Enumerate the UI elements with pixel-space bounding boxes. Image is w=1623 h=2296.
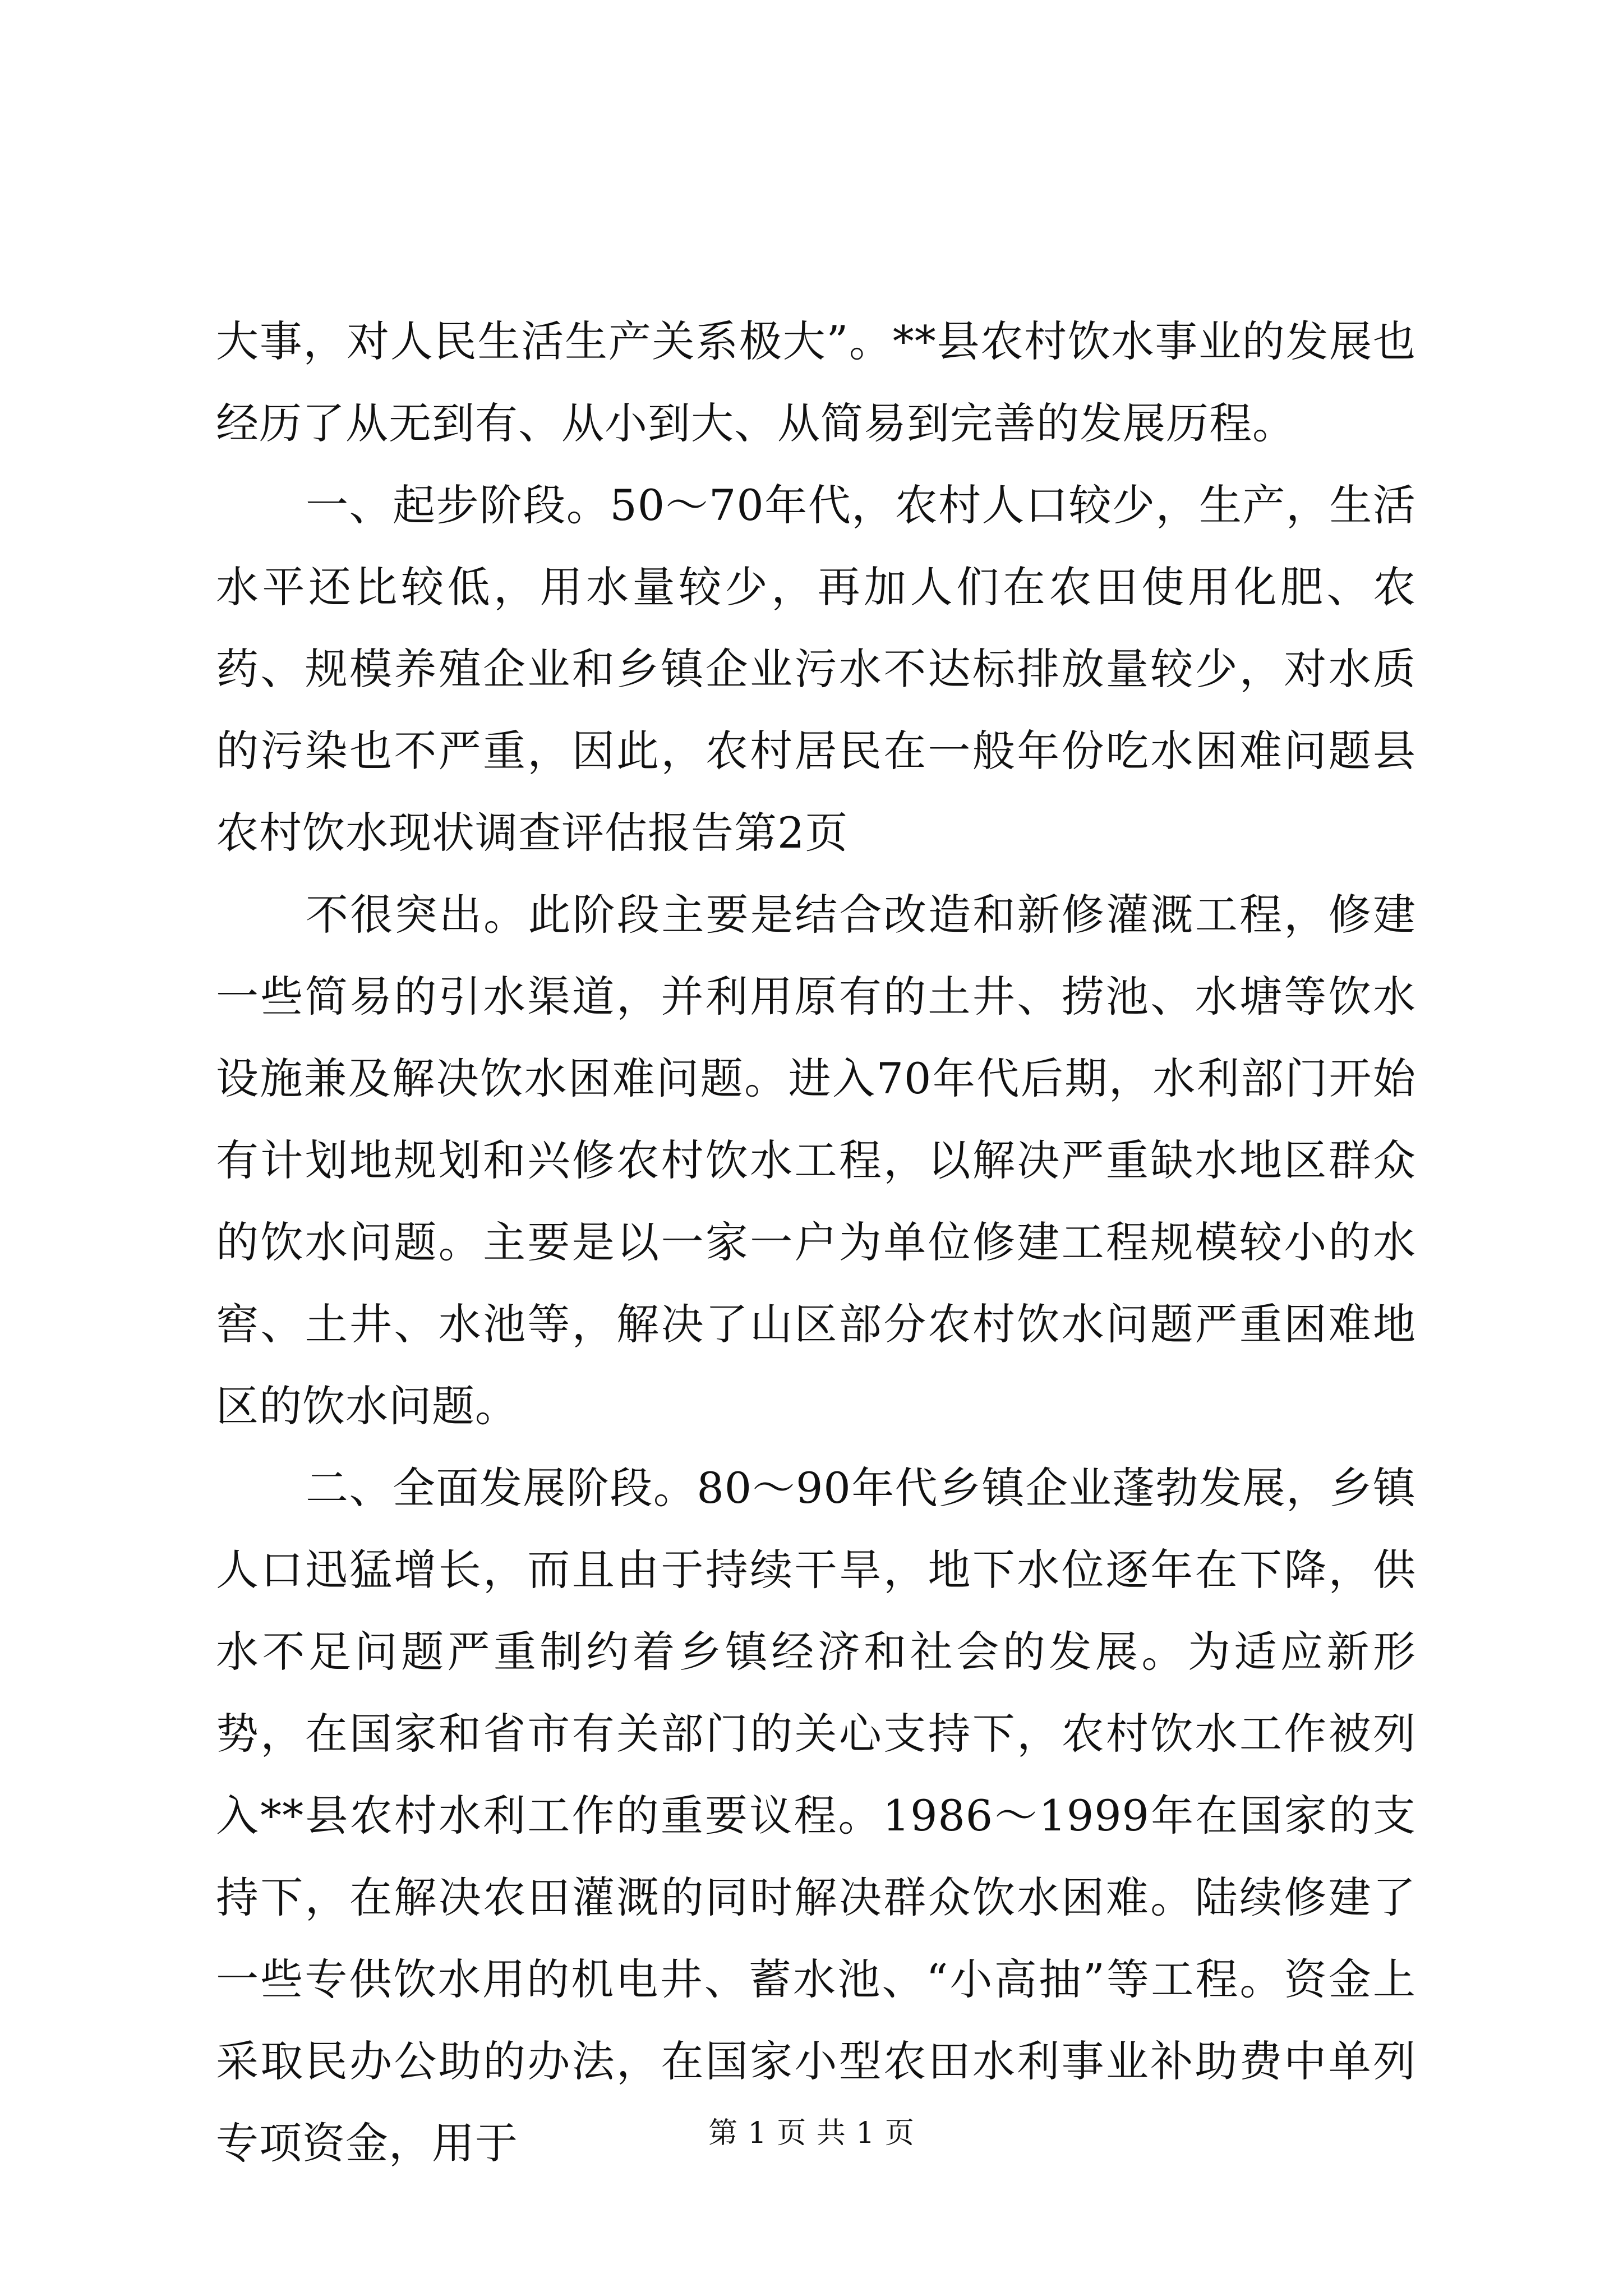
page-number-label: 第 1 页 共 1 页 bbox=[708, 2116, 915, 2150]
paragraph-4: 二、全面发展阶段。80～90年代乡镇企业蓬勃发展，乡镇人口迅猛增长，而且由于持续干旱，地下水位逐年在下降，供水不足问题严重制约着乡镇经济和社会的发展。为适应新形势，在国家和省市有关部门的关心支持下，农村饮水工作被列入**县农村水利工作的重要议程。1986～1999年在国家的支持下，在解决农田灌溉的同时解决群众饮水困难。陆续修建了一些专供饮水用的机电井、蓄水池、“小高抽”等工程。资金上采取民办公助的办法，在国家小型农田水利事业补助费中单列专项资金，用于 bbox=[216, 1463, 1416, 2168]
page-footer bbox=[0, 2109, 1623, 2151]
paragraph-3: 不很突出。此阶段主要是结合改造和新修灌溉工程，修建一些简易的引水渠道，并利用原有的土井、捞池、水塘等饮水设施兼及解决饮水困难问题。进入70年代后期，水利部门开始有计划地规划和兴修农村饮水工程，以解决严重缺水地区群众的饮水问题。主要是以一家一户为单位修建工程规模较小的水窖、土井、水池等，解决了山区部分农村饮水问题严重困难地区的饮水问题。 bbox=[216, 890, 1416, 1431]
paragraph-1: 大事，对人民生活生产关系极大”。**县农村饮水事业的发展也经历了从无到有、从小到大、从简易到完善的发展历程。 bbox=[216, 316, 1416, 448]
paragraph-2: 一、起步阶段。50～70年代，农村人口较少，生产，生活水平还比较低，用水量较少，再加人们在农田使用化肥、农药、规模养殖企业和乡镇企业污水不达标排放量较少，对水质的污染也不严重，因此，农村居民在一般年份吃水困难问题县农村饮水现状调查评估报告第2页 bbox=[216, 480, 1416, 858]
document-body bbox=[216, 301, 1416, 2184]
